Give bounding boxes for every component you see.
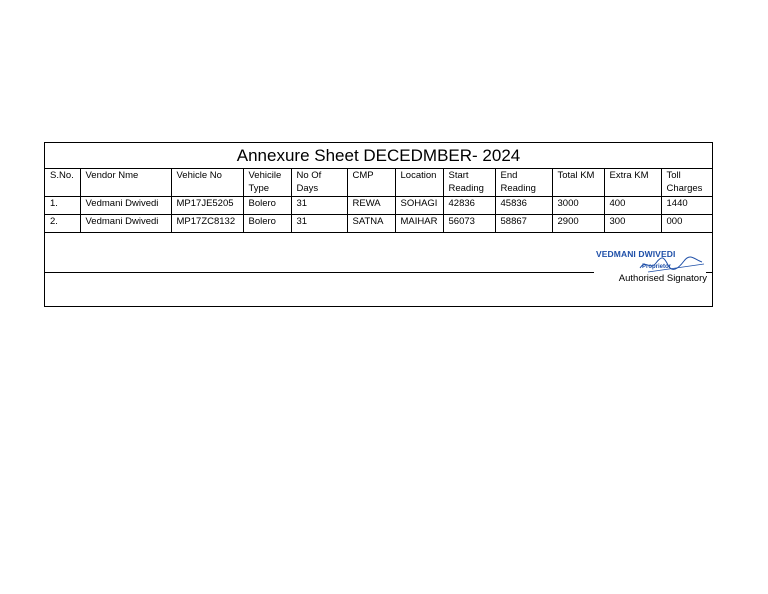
- cell-cmp: REWA: [347, 197, 395, 215]
- column-header: Vehicle No: [171, 169, 243, 197]
- cell-end-reading: 58867: [495, 215, 552, 233]
- cell-total-km: 3000: [552, 197, 604, 215]
- annexure-sheet: [44, 142, 713, 307]
- column-header: S.No.: [45, 169, 80, 197]
- cell-extra-km: 400: [604, 197, 661, 215]
- cell-vehicle-type: Bolero: [243, 215, 291, 233]
- cell-location: SOHAGI: [395, 197, 443, 215]
- column-header: Total KM: [552, 169, 604, 197]
- cell-location: MAIHAR: [395, 215, 443, 233]
- cell-start-reading: 42836: [443, 197, 495, 215]
- cell-start-reading: 56073: [443, 215, 495, 233]
- column-header: Vendor Nme: [80, 169, 171, 197]
- cell-vendor: Vedmani Dwivedi: [80, 215, 171, 233]
- column-header: Start Reading: [443, 169, 495, 197]
- cell-extra-km: 300: [604, 215, 661, 233]
- cell-days: 31: [291, 197, 347, 215]
- table-row: [45, 197, 713, 215]
- column-header: CMP: [347, 169, 395, 197]
- cell-toll-charges: 1440: [661, 197, 713, 215]
- column-header: End Reading: [495, 169, 552, 197]
- cell-end-reading: 45836: [495, 197, 552, 215]
- cell-toll-charges: 000: [661, 215, 713, 233]
- stamp-role: Proprietor: [642, 264, 672, 270]
- cell-total-km: 2900: [552, 215, 604, 233]
- cell-sno: 1.: [45, 197, 80, 215]
- column-header: Extra KM: [604, 169, 661, 197]
- column-header: No Of Days: [291, 169, 347, 197]
- annexure-table: [45, 169, 713, 233]
- column-header: Vehicile Type: [243, 169, 291, 197]
- cell-vehicle-no: MP17JE5205: [171, 197, 243, 215]
- column-header: Toll Charges: [661, 169, 713, 197]
- handwritten-signature: [634, 251, 706, 275]
- signature-area: [45, 231, 712, 273]
- stamp-name: VEDMANI DWIVEDI: [596, 249, 676, 259]
- cell-vendor: Vedmani Dwivedi: [80, 197, 171, 215]
- cell-cmp: SATNA: [347, 215, 395, 233]
- cell-vehicle-type: Bolero: [243, 197, 291, 215]
- sheet-title: Annexure Sheet DECEDMBER- 2024: [45, 143, 712, 169]
- table-header-row: [45, 169, 713, 197]
- authorised-signatory-label: Authorised Signatory: [618, 273, 707, 284]
- table-row: [45, 215, 713, 233]
- cell-vehicle-no: MP17ZC8132: [171, 215, 243, 233]
- column-header: Location: [395, 169, 443, 197]
- cell-days: 31: [291, 215, 347, 233]
- cell-sno: 2.: [45, 215, 80, 233]
